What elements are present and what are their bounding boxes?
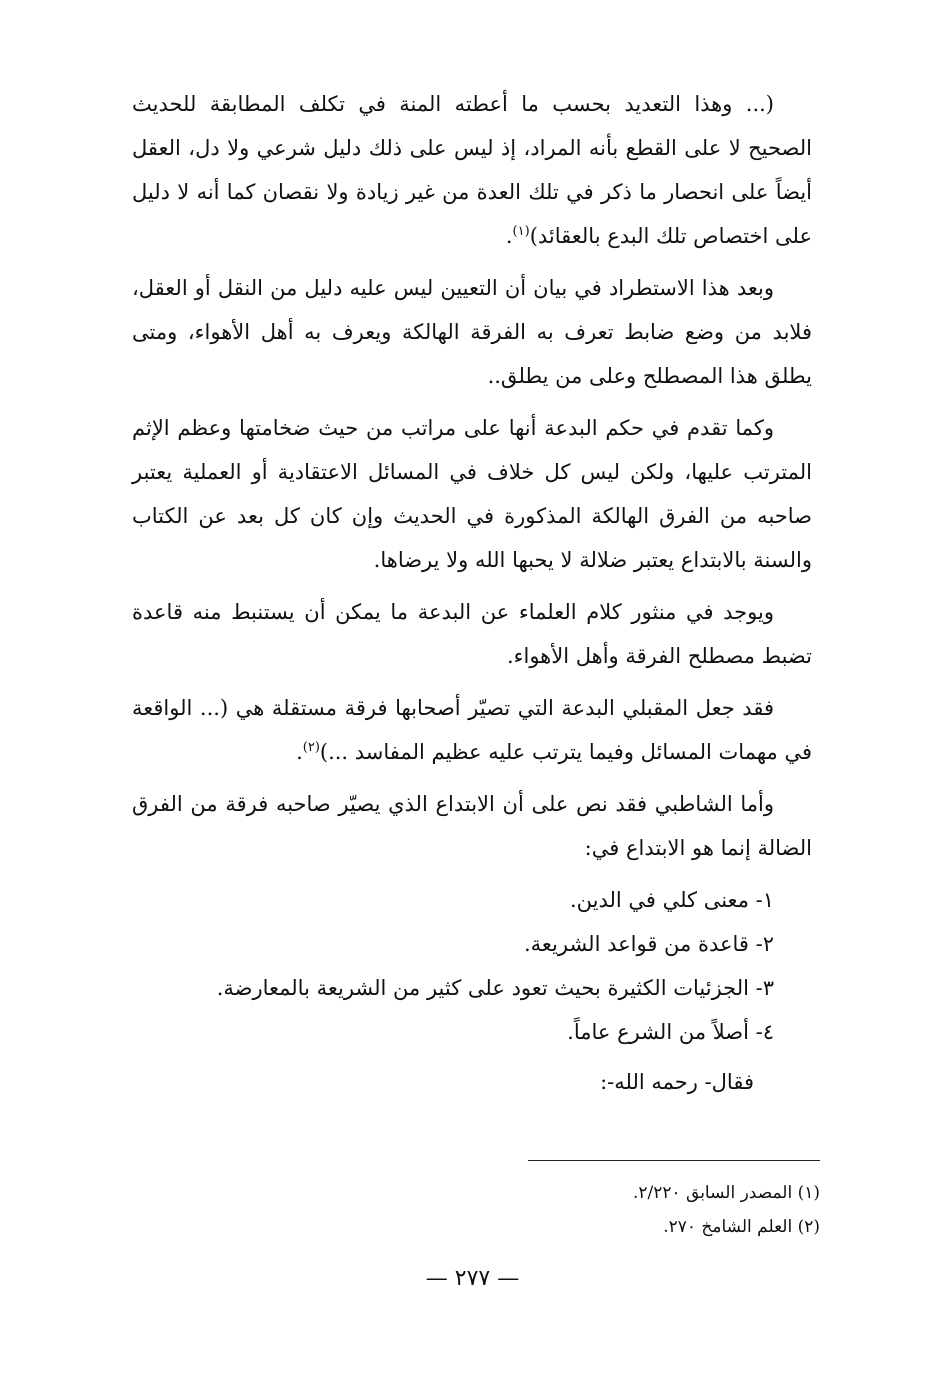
paragraph-1-tail: . (505, 224, 513, 248)
list-item: ٣- الجزئيات الكثيرة بحيث تعود على كثير من الشريعة بالمعارضة. (216, 976, 774, 1000)
paragraph-2: وبعد هذا الاستطراد في بيان أن التعيين ليس عليه دليل من النقل أو العقل، فلابد من وضع ضابط تعرف به الفرقة الهالكة ويعرف به أهل الأهواء، ومتى يطلق هذا المصطلح وعلى من يطلق.. (132, 276, 812, 388)
footnote-1: (١) المصدر السابق ٢/٢٢٠. (632, 1183, 820, 1203)
paragraph-1-text: (... وهذا التعديد بحسب ما أعطته المنة في تكلف المطابقة للحديث الصحيح لا على القطع بأنه المراد، إذ ليس على ذلك دليل شرعي ولا دل، العقل أيضاً على انحصار ما ذكر في تلك العدة من غير زيادة ولا نقصان كما أنه لا دليل على اختصاص تلك البدع بالعقائد) (132, 92, 812, 248)
paragraph-4: ويوجد في منثور كلام العلماء عن البدعة ما يمكن أن يستنبط منه قاعدة تضبط مصطلح الفرقة وأهل الأهواء. (132, 600, 812, 668)
footnote-ref-2[interactable]: (٢) (302, 740, 320, 755)
paragraph-5 (132, 686, 812, 774)
footnote-ref-1[interactable]: (١) (512, 224, 530, 239)
paragraph-5-text: فقد جعل المقبلي البدعة التي تصيّر أصحابها فرقة مستقلة هي (... الواقعة في مهمات المسائل وفيما يترتب عليه عظيم المفاسد ...) (132, 696, 812, 764)
list-item: ٤- أصلاً من الشرع عاماً. (567, 1020, 774, 1044)
paragraph-1 (132, 82, 812, 258)
paragraph-6: وأما الشاطبي فقد نص على أن الابتداع الذي يصيّر صاحبه فرقة من الفرق الضالة إنما هو الابتداع في: (132, 792, 812, 860)
list-item: ١- معنى كلي في الدين. (569, 888, 774, 912)
footnote-2: (٢) العلم الشامخ ٢٧٠. (663, 1217, 820, 1237)
criteria-list (132, 878, 812, 1054)
footnotes (400, 1176, 820, 1244)
page-number: — ٢٧٧ — (425, 1266, 520, 1291)
paragraph-5-tail: . (296, 740, 303, 764)
footnote-divider (528, 1160, 820, 1161)
main-text (132, 82, 812, 1104)
list-item: ٢- قاعدة من قواعد الشريعة. (523, 932, 774, 956)
paragraph-3: وكما تقدم في حكم البدعة أنها على مراتب من حيث ضخامتها وعظم الإثم المترتب عليها، ولكن ليس كل خلاف في المسائل الاعتقادية أو العملية يعتبر صاحبه من الفرق الهالكة المذكورة في الحديث وإن كان كل بعد عن الكتاب والسنة بالابتداع يعتبر ضلالة لا يحبها الله ولا يرضاها. (132, 416, 812, 572)
closing-line: فقال- رحمه الله-: (600, 1070, 754, 1094)
